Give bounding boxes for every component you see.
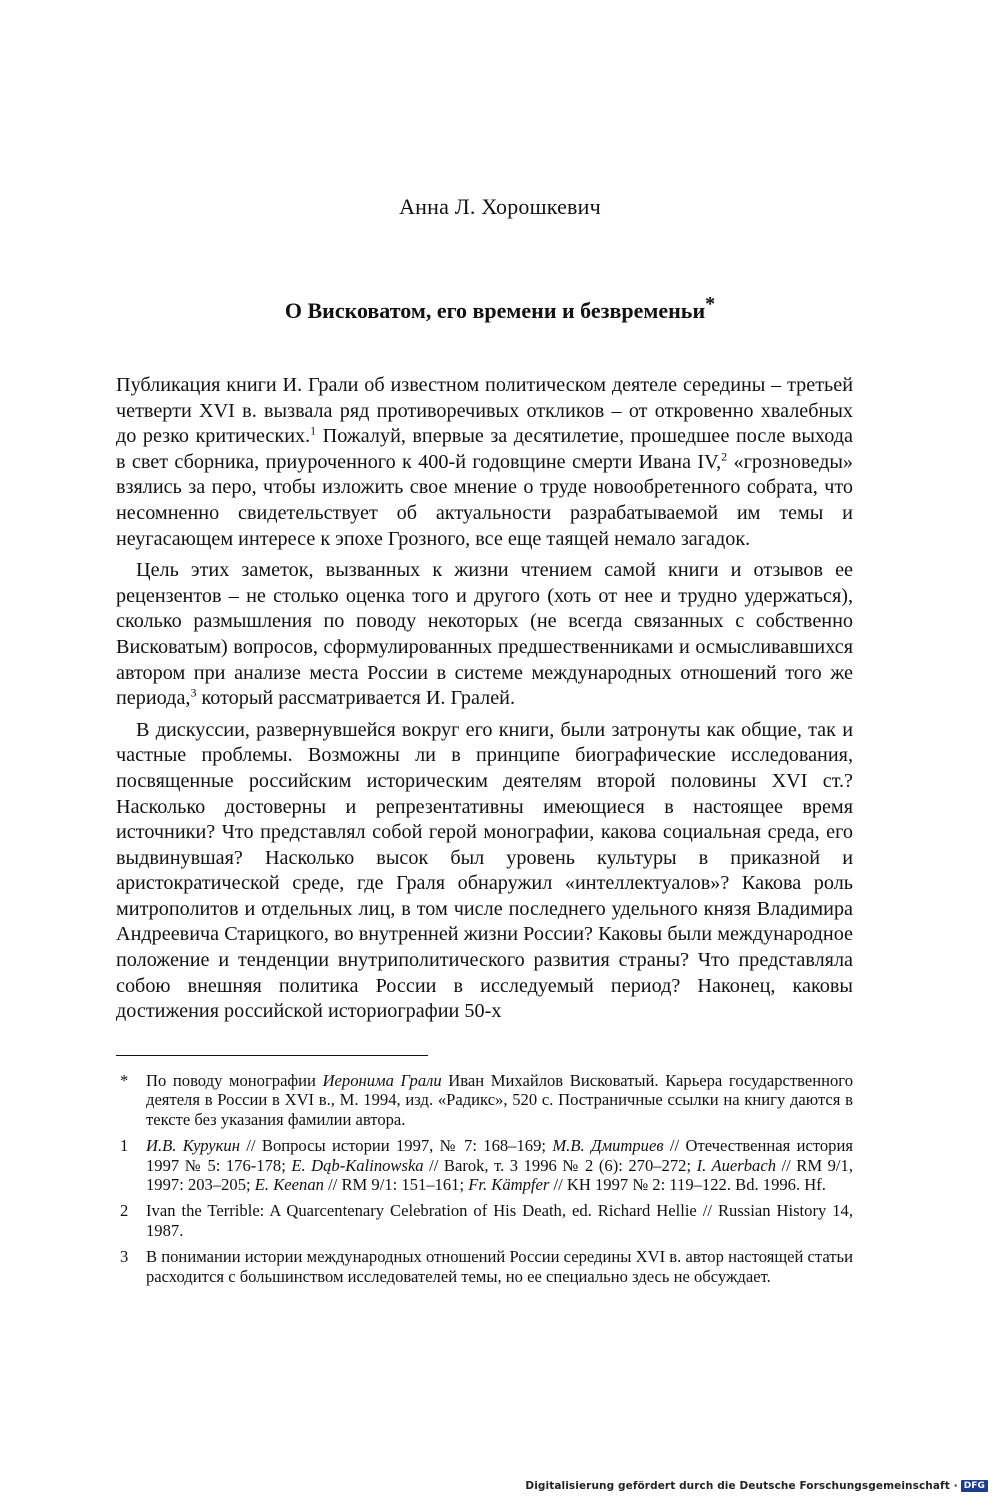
digitization-footer bbox=[525, 1480, 988, 1492]
footnote-text bbox=[146, 1247, 853, 1286]
footnote-ref: 3 bbox=[190, 685, 197, 700]
footnote-italic: И.В. Курукин bbox=[146, 1136, 240, 1156]
footnote-italic: Fr. Kämpfer bbox=[468, 1175, 550, 1195]
article-body bbox=[116, 373, 853, 1031]
footnote-text bbox=[146, 1201, 853, 1240]
footnote-mark: * bbox=[120, 1071, 129, 1090]
footnote-italic: I. Auerbach bbox=[696, 1155, 776, 1175]
footnote-1 bbox=[120, 1136, 853, 1194]
footnote-segment: // RM 9/1: 151–161; bbox=[323, 1175, 469, 1195]
footnote-segment: Ivan the Terrible: A Quarcentenary Celebration of His Death, ed. Richard Hellie // Russian History 14, 1987. bbox=[146, 1201, 853, 1240]
footnote-segment: В понимании истории международных отношений России середины XVI в. автор настоящей статьи расходится с большинством исследователей темы, но ее специально здесь не обсуждает. bbox=[146, 1247, 853, 1286]
footnote-mark: 2 bbox=[120, 1201, 129, 1221]
footnote-3 bbox=[120, 1247, 853, 1286]
dfg-logo: DFG bbox=[961, 1480, 988, 1492]
footnote-2 bbox=[120, 1201, 853, 1240]
footnote-italic: E. Dąb-Kalinowska bbox=[291, 1155, 424, 1175]
footnote-separator bbox=[116, 1055, 428, 1056]
paragraph-text: Публикация книги И. Грали об известном политическом деятеле середины – третьей четверти XVI в. вызвала ряд противоречивых откликов – от откровенно хвалебных до резко критических. bbox=[116, 374, 853, 448]
paragraph-text: Пожалуй, впервые за десятилетие, прошедшее после выхода в свет сборника, приуроченного к 400-й годовщине смерти Ивана IV, bbox=[116, 425, 853, 473]
title-footnote-mark: * bbox=[705, 293, 716, 315]
paragraph-3 bbox=[116, 718, 853, 1025]
footnote-text bbox=[146, 1136, 853, 1194]
paragraph-text: «грозноведы» взялись за перо, чтобы изложить свое мнение о труде новообретенного собрата, что несомненно свидетельствует об актуальности разрабатываемой им темы и неугасающем интересе к эпохе Грозного, все еще таящей немало загадок. bbox=[116, 450, 853, 550]
footnote-mark: 1 bbox=[120, 1136, 129, 1156]
footnotes bbox=[120, 1071, 853, 1293]
author-name: Анна Л. Хорошкевич bbox=[399, 194, 601, 219]
paragraph-text: который рассматривается И. Гралей. bbox=[196, 687, 516, 710]
footnote-ref: 1 bbox=[310, 423, 317, 438]
title-text: О Висковатом, его времени и безвременьи bbox=[284, 298, 706, 323]
footnote-italic: М.В. Дмитриев bbox=[552, 1136, 664, 1156]
footnote-star bbox=[120, 1071, 853, 1129]
footer-text: Digitalisierung gefördert durch die Deutsche Forschungsgemeinschaft · bbox=[525, 1480, 958, 1492]
footnote-segment: // RM 9/1, 1997: 203–205; bbox=[146, 1155, 853, 1195]
paragraph-text: Цель этих заметок, вызванных к жизни чтением самой книги и отзывов ее рецензентов – не столько оценка того и другого (хоть от нее и трудно удержаться), сколько размышления по поводу некоторых (не всегда связанных с собственно Висковатым) вопросов, сформулированных предшественниками и осмысливавшихся автором при анализе места России в системе международных отношений того же периода, bbox=[116, 559, 853, 710]
footnote-mark: 3 bbox=[120, 1247, 129, 1267]
footnote-segment: // Вопросы истории 1997, № 7: 168–169; bbox=[239, 1136, 553, 1156]
footnote-segment: // Barok, т. 3 1996 № 2 (6): 270–272; bbox=[423, 1155, 697, 1175]
footnote-italic: Иеронима Грали bbox=[322, 1071, 442, 1090]
footnote-ref: 2 bbox=[721, 449, 728, 464]
footnote-segment: // Отечественная история 1997 № 5: 176-178; bbox=[146, 1136, 853, 1175]
footnote-text bbox=[146, 1071, 853, 1129]
paragraph-2 bbox=[116, 558, 853, 712]
paragraph-text: В дискуссии, развернувшейся вокруг его книги, были затронуты как общие, так и частные проблемы. Возможны ли в принципе биографические исследования, посвященные российским историческим деятелям второй половины XVI ст.? Насколько достоверны и репрезентативны имеющиеся в настоящее время источники? Что представлял собой герой монографии, какова социальная среда, его выдвинувшая? Насколько высок был уровень культуры в приказной и аристократической среде, где Граля обнаружил «интеллектуалов»? Какова роль митрополитов и отдельных лиц, в том числе последнего удельного князя Владимира Андреевича Старицкого, во внутренней жизни России? Каковы были международное положение и тенденции внутриполитического развития страны? Что представляла собою внешняя политика России в исследуемый период? Наконец, каковы достижения российской историографии 50-х bbox=[116, 718, 853, 1023]
paragraph-1 bbox=[116, 373, 853, 552]
footnote-segment: // KH 1997 № 2: 119–122. Bd. 1996. Hf. bbox=[549, 1175, 826, 1195]
footnote-segment: По поводу монографии bbox=[146, 1071, 323, 1090]
article-title bbox=[0, 293, 1000, 324]
footnote-segment: Иван Михайлов Висковатый. Карьера государственного деятеля в России в XVI в., М. 1994, изд. «Радикс», 520 с. Постраничные ссылки на книгу даются в тексте без указания фамилии автора. bbox=[146, 1071, 853, 1129]
footnote-italic: E. Keenan bbox=[254, 1175, 324, 1195]
